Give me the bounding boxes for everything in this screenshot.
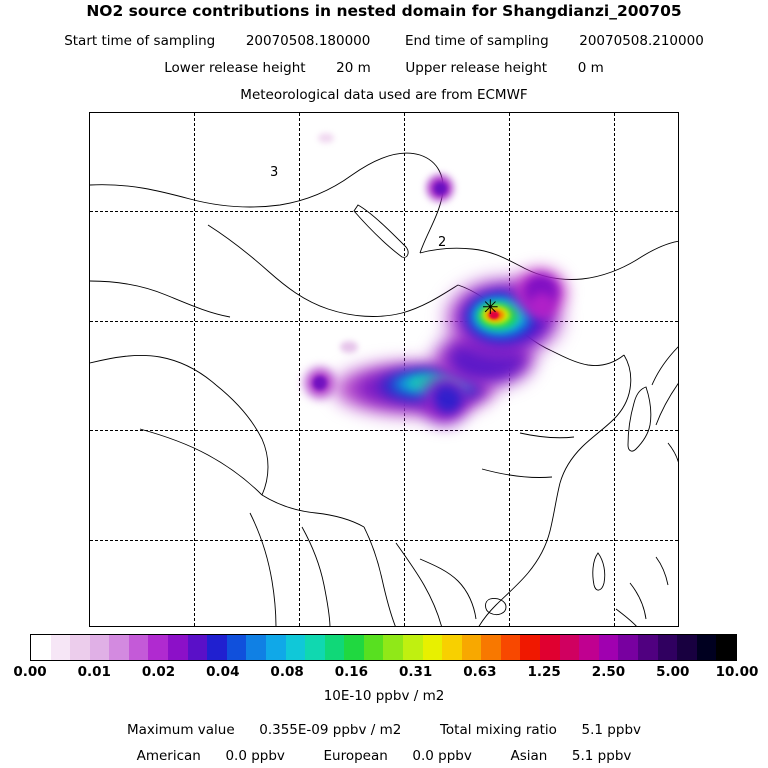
colorbar-tick: 0.00: [13, 664, 47, 680]
colorbar-swatch: [501, 635, 521, 660]
footer-summary-line: [0, 722, 768, 738]
met-data-line: Meteorological data used are from ECMWF: [240, 87, 528, 103]
colorbar-swatch: [658, 635, 678, 660]
end-time-label: End time of sampling: [404, 33, 549, 49]
total-ratio-value: 5.1 ppbv: [581, 722, 642, 738]
plume-spot: [313, 376, 327, 390]
colorbar-swatch: [677, 635, 697, 660]
colorbar-tick: 0.02: [141, 664, 176, 680]
plume-lobe: [434, 383, 462, 413]
start-time-label: Start time of sampling: [64, 33, 216, 49]
footer-contributions-line: [0, 748, 768, 764]
map-label-2: 2: [438, 235, 447, 250]
release-height-line: [0, 60, 768, 76]
plume-spot: [340, 341, 358, 353]
colorbar-swatch: [266, 635, 286, 660]
max-value-label: Maximum value: [126, 722, 235, 738]
colorbar-tick-labels: [0, 664, 768, 682]
colorbar-swatch: [305, 635, 325, 660]
colorbar-swatch: [520, 635, 540, 660]
european-value: 0.0 ppbv: [412, 748, 472, 764]
colorbar-swatch: [716, 635, 736, 660]
colorbar-swatch: [148, 635, 168, 660]
colorbar-swatch: [109, 635, 129, 660]
colorbar-swatch: [129, 635, 149, 660]
colorbar-unit-label: 10E-10 ppbv / m2: [323, 688, 445, 704]
colorbar-swatch: [188, 635, 208, 660]
colorbar-swatch: [599, 635, 619, 660]
colorbar-swatch: [462, 635, 482, 660]
station-marker: ✳: [482, 295, 499, 319]
upper-release-label: Upper release height: [405, 60, 548, 76]
max-value-value: 0.355E-09 ppbv / m2: [259, 722, 402, 738]
colorbar-tick: 0.63: [463, 664, 497, 680]
american-label: American: [136, 748, 201, 764]
colorbar-swatch: [481, 635, 501, 660]
colorbar-tick: 1.25: [527, 664, 561, 680]
start-time-value: 20070508.180000: [245, 33, 371, 49]
colorbar-swatch: [207, 635, 227, 660]
colorbar-swatch: [383, 635, 403, 660]
colorbar-tick: 2.50: [591, 664, 626, 680]
colorbar-swatch: [540, 635, 560, 660]
plume-arm: [530, 293, 554, 317]
colorbar-swatch: [618, 635, 638, 660]
colorbar-swatch: [31, 635, 51, 660]
colorbar-swatch: [403, 635, 423, 660]
colorbar-swatch: [364, 635, 384, 660]
lower-release-label: Lower release height: [164, 60, 306, 76]
colorbar-tick: 0.08: [270, 664, 304, 680]
end-time-value: 20070508.210000: [579, 33, 704, 49]
colorbar-swatch: [70, 635, 90, 660]
map-panel: [89, 112, 679, 627]
total-ratio-label: Total mixing ratio: [439, 722, 557, 738]
colorbar-tick: 0.04: [206, 664, 240, 680]
sampling-time-line: [0, 33, 768, 49]
colorbar-swatch: [325, 635, 345, 660]
colorbar-swatch: [168, 635, 188, 660]
asian-label: Asian: [510, 748, 548, 764]
american-value: 0.0 ppbv: [225, 748, 285, 764]
map-label-3: 3: [270, 165, 279, 180]
colorbar-swatch: [579, 635, 599, 660]
colorbar-tick: 5.00: [656, 664, 690, 680]
colorbar-swatch: [560, 635, 580, 660]
colorbar-swatch: [638, 635, 658, 660]
colorbar-tick: 0.01: [77, 664, 111, 680]
colorbar: [30, 634, 737, 661]
colorbar-swatch: [286, 635, 306, 660]
page-title: NO2 source contributions in nested domain for Shangdianzi_200705: [86, 2, 682, 20]
plume-spot: [318, 133, 334, 143]
colorbar-swatch: [697, 635, 717, 660]
colorbar-swatch: [227, 635, 247, 660]
asian-value: 5.1 ppbv: [571, 748, 632, 764]
colorbar-tick: 10.00: [715, 664, 759, 680]
colorbar-tick: 0.16: [334, 664, 369, 680]
european-label: European: [323, 748, 388, 764]
colorbar-swatch: [51, 635, 71, 660]
lower-release-value: 20 m: [336, 60, 371, 76]
plume-spot: [434, 182, 447, 195]
colorbar-swatch: [423, 635, 443, 660]
colorbar-swatch: [90, 635, 110, 660]
upper-release-value: 0 m: [577, 60, 604, 76]
colorbar-tick: 0.31: [398, 664, 433, 680]
colorbar-swatch: [246, 635, 266, 660]
colorbar-swatch: [344, 635, 364, 660]
colorbar-swatch: [442, 635, 462, 660]
